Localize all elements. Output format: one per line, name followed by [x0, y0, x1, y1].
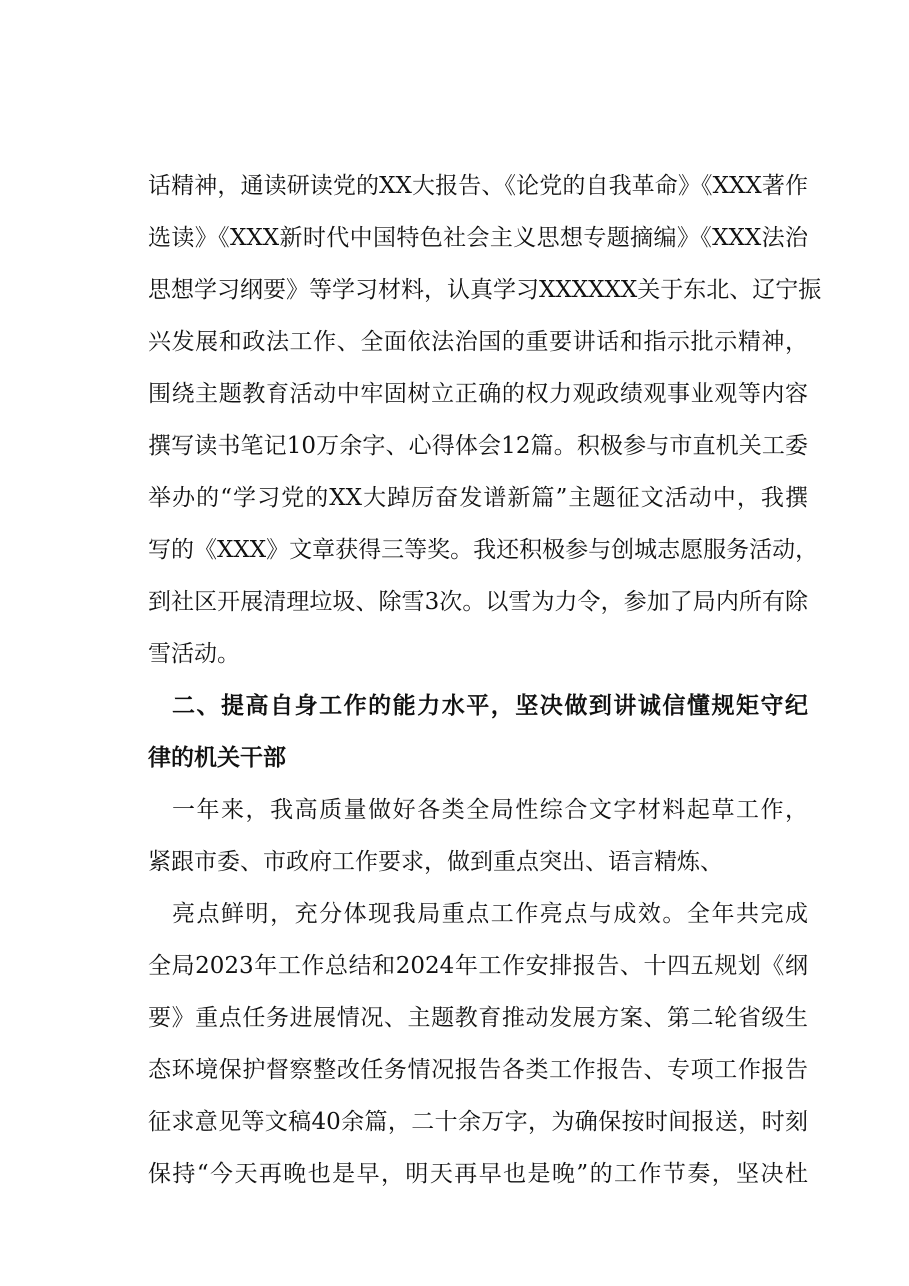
paragraph-1-line-10: 雪活动。 — [148, 641, 240, 667]
paragraph-3-line-4: 态环境保护督察整改任务情况报告各类工作报告、专项工作报告 — [148, 1057, 808, 1083]
paragraph-3-line-2: 全局2023年工作总结和2024年工作安排报告、十四五规划《纲 — [148, 953, 808, 979]
paragraph-1-line-9: 到社区开展清理垃圾、除雪3次。以雪为力令，参加了局内所有除 — [148, 589, 808, 615]
section-heading-line-2: 律的机关干部 — [148, 745, 286, 771]
paragraph-1-line-1: 话精神，通读研读党的XX大报告、《论党的自我革命》《XXX著作 — [148, 173, 808, 199]
paragraph-1-line-4: 兴发展和政法工作、全面依法治国的重要讲话和指示批示精神， — [148, 329, 808, 355]
paragraph-2-line-1: 一年来，我高质量做好各类全局性综合文字材料起草工作， — [172, 797, 808, 823]
paragraph-1-line-3: 思想学习纲要》等学习材料，认真学习XXXXXX关于东北、辽宁振 — [148, 277, 822, 303]
paragraph-1-line-8: 写的《XXX》文章获得三等奖。我还积极参与创城志愿服务活动， — [148, 537, 819, 563]
paragraph-1-line-2: 选读》《XXX新时代中国特色社会主义思想专题摘编》《XXX法治 — [148, 225, 808, 251]
section-heading-line-1: 二、提高自身工作的能力水平，坚决做到讲诚信懂规矩守纪 — [172, 693, 808, 719]
paragraph-3-line-1: 亮点鲜明，充分体现我局重点工作亮点与成效。全年共完成 — [172, 901, 808, 927]
paragraph-3-line-6: 保持“今天再晚也是早，明天再早也是晚”的工作节奏，坚决杜 — [148, 1161, 808, 1187]
document-body — [148, 160, 822, 1200]
paragraph-2-line-2: 紧跟市委、市政府工作要求，做到重点突出、语言精炼、 — [148, 849, 723, 875]
paragraph-3-line-5: 征求意见等文稿40余篇，二十余万字，为确保按时间报送，时刻 — [148, 1109, 808, 1135]
paragraph-3-line-3: 要》重点任务进展情况、主题教育推动发展方案、第二轮省级生 — [148, 1005, 808, 1031]
paragraph-1-line-7: 举办的“学习党的XX大踔厉奋发谱新篇”主题征文活动中，我撰 — [148, 485, 808, 511]
paragraph-1-line-5: 围绕主题教育活动中牢固树立正确的权力观政绩观事业观等内容 — [148, 381, 808, 407]
paragraph-1-line-6: 撰写读书笔记10万余字、心得体会12篇。积极参与市直机关工委 — [148, 433, 808, 459]
